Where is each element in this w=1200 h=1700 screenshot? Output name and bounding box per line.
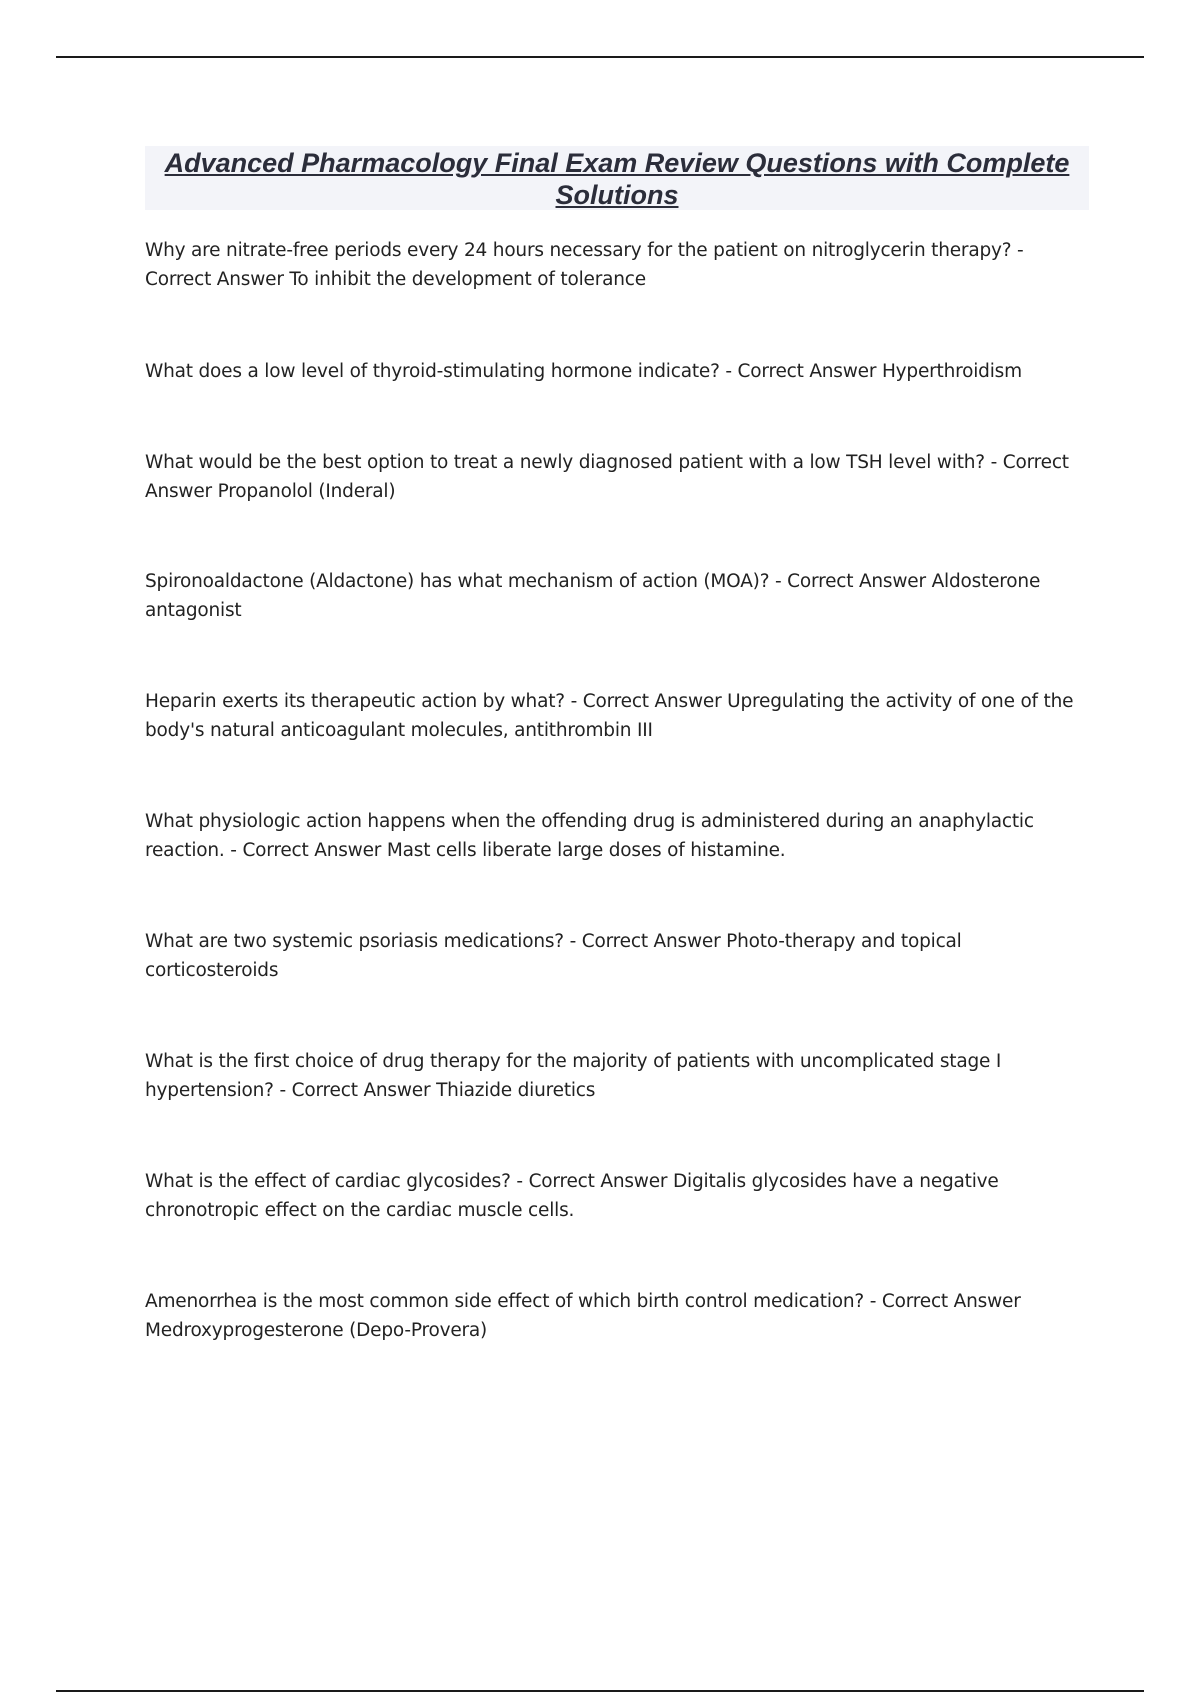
- qa-entry-3: What would be the best option to treat a newly diagnosed patient with a low TSH level with? - Correct Answer Propanolol (Inderal): [145, 452, 1069, 502]
- qa-entry-8: What is the first choice of drug therapy for the majority of patients with uncomplicated stage I hypertension? - Correct Answer Thiazide diuretics: [145, 1051, 1002, 1101]
- page-title: Advanced Pharmacology Final Exam Review Questions with Complete Solutions: [164, 148, 1070, 210]
- qa-entry-4: Spironoaldactone (Aldactone) has what mechanism of action (MOA)? - Correct Answer Aldosterone antagonist: [145, 571, 1041, 621]
- qa-entry-6: What physiologic action happens when the offending drug is administered during an anaphylactic reaction. - Correct Answer Mast cells liberate large doses of histamine.: [145, 811, 1034, 861]
- qa-entry-5: Heparin exerts its therapeutic action by what? - Correct Answer Upregulating the activity of one of the body's natural anticoagulant molecules, antithrombin III: [145, 691, 1074, 741]
- qa-entry-9: What is the effect of cardiac glycosides? - Correct Answer Digitalis glycosides have a negative chronotropic effect on the cardiac muscle cells.: [145, 1171, 999, 1221]
- qa-entry-7: What are two systemic psoriasis medications? - Correct Answer Photo-therapy and topical corticosteroids: [145, 931, 962, 981]
- qa-entry-2: What does a low level of thyroid-stimulating hormone indicate? - Correct Answer Hyperthroidism: [145, 361, 1022, 382]
- title-banner: [145, 146, 1089, 210]
- footer-rule: [56, 1690, 1144, 1692]
- qa-entry-1: Why are nitrate-free periods every 24 hours necessary for the patient on nitroglycerin therapy? - Correct Answer To inhibit the development of tolerance: [145, 240, 1024, 290]
- header-rule: [56, 56, 1144, 58]
- qa-entry-10: Amenorrhea is the most common side effect of which birth control medication? - Correct Answer Medroxyprogesterone (Depo-Provera): [145, 1291, 1021, 1341]
